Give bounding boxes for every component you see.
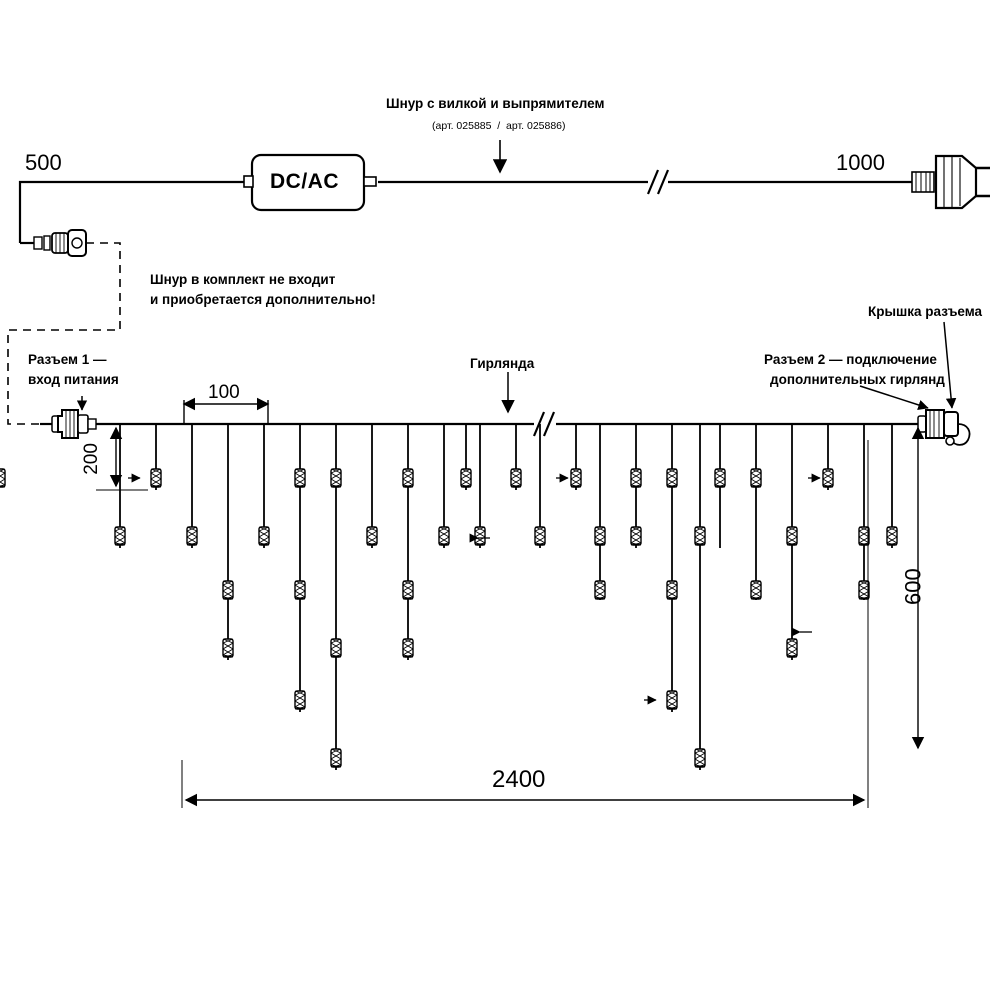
connector-cap-label: Крышка разъема (868, 304, 983, 319)
cord-break-symbol (648, 170, 668, 194)
cord-articles-label: (арт. 025885 / арт. 025886) (432, 120, 566, 132)
dimension-drop-600-label: 600 (900, 568, 926, 606)
connector-1-label-line2: вход питания (28, 372, 119, 387)
connector-1-label-line1: Разъем 1 — (28, 352, 107, 367)
dimension-spacing-label: 100 (208, 382, 240, 403)
garland-break-symbol (534, 412, 554, 436)
connector-2-label-line1: Разъем 2 — подключение (764, 352, 937, 367)
cord-connector-female (20, 230, 86, 256)
dimension-drop-200 (96, 424, 148, 490)
garland-drop-strands (120, 424, 892, 770)
garland-connector-1 (40, 410, 96, 438)
cord-title-label: Шнур с вилкой и выпрямителем (386, 96, 605, 111)
dimension-total-2400 (182, 440, 868, 808)
power-cord-path (20, 182, 912, 243)
connector-2-label-line2: дополнительных гирлянд (770, 372, 945, 387)
dimension-drop-200-label: 200 (80, 443, 102, 475)
dimension-right-cord-label: 1000 (836, 150, 885, 175)
garland-connector-2 (918, 410, 970, 445)
not-included-note-line1: Шнур в комплект не входит (150, 272, 336, 287)
dimension-total-label: 2400 (492, 766, 546, 793)
transformer-label: DC/AC (270, 170, 339, 193)
optional-cord-dashed-guide (8, 243, 120, 424)
wall-plug (912, 156, 990, 208)
not-included-note-line2: и приобретается дополнительно! (150, 292, 376, 307)
garland-label: Гирлянда (470, 356, 535, 371)
dimension-left-cord-label: 500 (25, 150, 62, 175)
led-bulbs (0, 469, 897, 767)
